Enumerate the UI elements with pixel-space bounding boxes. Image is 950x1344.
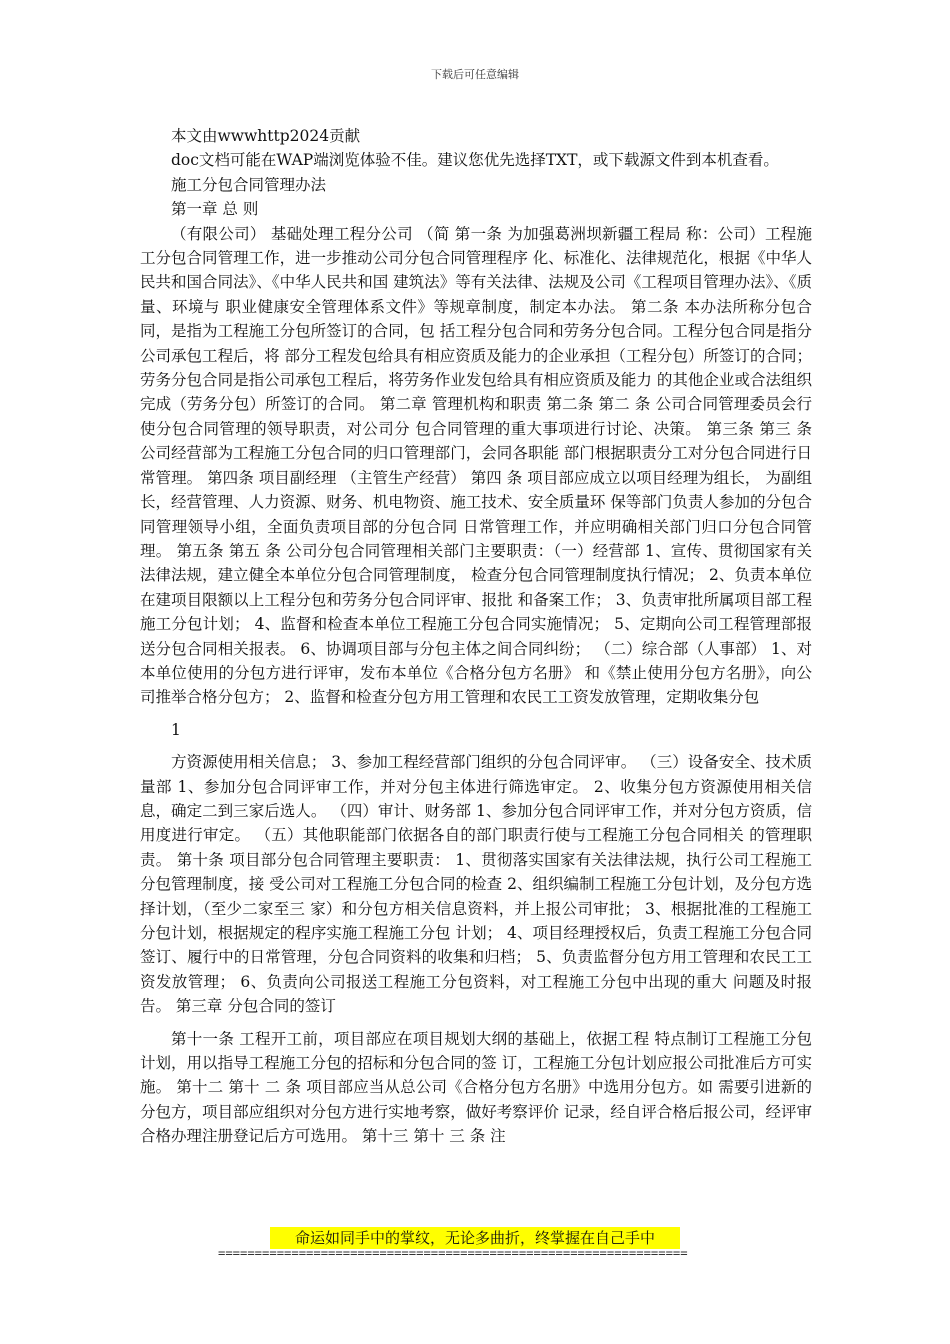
wap-notice: doc文档可能在WAP端浏览体验不佳。建议您优先选择TXT，或下载源文件到本机查看。 bbox=[171, 151, 779, 170]
chapter-heading: 第一章 总 则 bbox=[171, 200, 259, 219]
contributor-line: 本文由wwwhttp2024贡献 bbox=[171, 127, 361, 145]
body-paragraph: （有限公司） 基础处理工程分公司 （简 第一条 为加强葛洲坝新疆工程局 称：公司）工程施工分包合同管理工作，进一步推动公司分包合同管理程序 化、标准化、法律规范化，根据《中华人民共和国合同法》、《中华人民共和国 建筑法》等有关法律、法规及公司《工程项目管理办法》、《质量、环境与 职业健康安全管理体系文件》等规章制度，制定本办法。 第二条 本办法所称分包合同，是指为工程施工分包所签订的合同，包 括工程分包合同和劳务分包合同。工程分包合同是指分公司承包工程后，将 部分工程发包给具有相应资质及能力的企业承担（工程分包）所签订的合同； 劳务分包合同是指公司承包工程后，将劳务作业发包给具有相应资质及能力 的其他企业或合法组织完成（劳务分包）所签订的合同。 第二章 管理机构和职责 第二条 第二 条 公司合同管理委员会行使分包合同管理的领导职责，对公司分 包合同管理的重大事项进行讨论、决策。 第三条 第三 条 公司经营部为工程施工分包合同的归口管理部门，会同各职能 部门根据职责分工对分包合同进行日常管理。 第四条 项目副经理 （主管生产经营） 第四 条 项目部应成立以项目经理为组长， 为副组长，经营管理、人力资源、财务、机电物资、施工技术、安全质量环 保等部门负责人参加的分包合同管理领导小组，全面负责项目部的分包合同 日常管理工作，并应明确相关部门归口分包合同管理。 第五条 第五 条 公司分包合同管理相关部门主要职责：（一）经营部 1、宣传、贯彻国家有关法律法规，建立健全本单位分包合同管理制度， 检查分包合同管理制度执行情况； 2、负责本单位在建项目限额以上工程分包和劳务分包合同评审、报批 和备案工作； 3、负责审批所属项目部工程施工分包计划； 4、监督和检查本单位工程施工分包合同实施情况； 5、定期向公司工程管理部报送分包合同相关报表。 6、协调项目部与分包主体之间合同纠纷； （二）综合部（人事部） 1、对本单位使用的分包方进行评审，发布本单位《合格分包方名册》 和《禁止使用分包方名册》，向公司推举合格分包方； 2、监督和检查分包方用工管理和农民工工资发放管理，定期收集分包 bbox=[140, 224, 812, 707]
document-title: 施工分包合同管理办法 bbox=[171, 175, 327, 194]
header-note: 下载后可任意编辑 bbox=[431, 68, 519, 81]
body-paragraph: 方资源使用相关信息； 3、参加工程经营部门组织的分包合同评审。 （三）设备安全、技术质量部 1、参加分包合同评审工作，并对分包主体进行筛选审定。 2、收集分包方资源使用相关信息，确定二到三家后选人。 （四）审计、财务部 1、参加分包合同评审工作，并对分包方资质，信用度进行审定。 （五）其他职能部门依据各自的部门职责行使与工程施工分包合同相关 的管理职责。 第十条 项目部分包合同管理主要职责： 1、贯彻落实国家有关法律法规，执行公司工程施工分包管理制度，接 受公司对工程施工分包合同的检查 2、组织编制工程施工分包计划，及分包方选择计划，（至少二家至三 家）和分包方相关信息资料，并上报公司审批； 3、根据批准的工程施工分包计划，根据规定的程序实施工程施工分包 计划； 4、项目经理授权后，负责工程施工分包合同签订、履行中的日常管理，分包合同资料的收集和归档； 5、负责监督分包方用工管理和农民工工资发放管理； 6、负责向公司报送工程施工分包资料，对工程施工分包中出现的重大 问题及时报告。 第三章 分包合同的签订 bbox=[140, 753, 812, 1016]
footer-banner: 命运如同手中的掌纹，无论多曲折，终掌握在自己手中 bbox=[270, 1227, 680, 1249]
page-number: 1 bbox=[171, 720, 181, 739]
body-paragraph: 第十一条 工程开工前，项目部应在项目规划大纲的基础上，依据工程 特点制订工程施工分包计划，用以指导工程施工分包的招标和分包合同的签 订，工程施工分包计划应报公司批准后方可实施。 第十二 第十 二 条 项目部应当从总公司《合格分包方名册》中选用分包方。如 需要引进新的分包方，项目部应组织对分包方进行实地考察，做好考察评价 记录，经自评合格后报公司，经评审合格办理注册登记后方可选用。 第十三 第十 三 条 注 bbox=[140, 1029, 812, 1146]
document-body bbox=[140, 124, 812, 1149]
footer-rule: ================================================================ bbox=[218, 1246, 688, 1260]
